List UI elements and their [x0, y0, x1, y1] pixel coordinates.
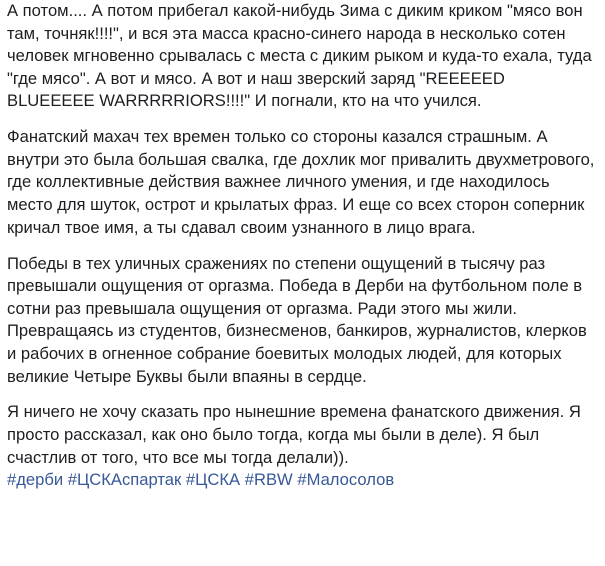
hashtag-derby[interactable]: #дерби: [7, 470, 64, 490]
post-body: [7, 0, 597, 492]
paragraph-3: Победы в тех уличных сражениях по степени ощущений в тысячу раз превышали ощущения от оргазма. Победа в Дерби на футбольном поле в сотни раз превышала ощущения от оргазма. Ради этого мы жили. Превращаясь из студентов, бизнесменов, банкиров, журналистов, клерков и рабочих в огненное собрание боевитых молодых людей, для которых великие Четыре Буквы были впаяны в сердце.: [7, 253, 587, 386]
paragraph-1: А потом.... А потом прибегал какой-нибудь Зима с диким криком "мясо вон там, точняк!!!!", и вся эта масса красно-синего народа в несколько сотен человек мгновенно срывалась с места с диким рыком и куда-то ехала, туда "где мясо". А вот и мясо. А вот и наш зверский заряд "REEEEED BLUEEEEE WARRRRRIORS!!!!" И погнали, кто на что учился.: [7, 1, 592, 111]
hashtag-cskaspartak[interactable]: #ЦСКАспартак: [67, 470, 182, 490]
paragraph-2: Фанатский махач тех времен только со стороны казался страшным. А внутри это была большая свалка, где дохлик мог привалить двухметрового, где коллективные действия важнее личного умения, и где находилось место для шуток, острот и крылатых фраз. И еще со всех сторон соперник кричал твое имя, а ты сдавал своим узнанного в лицо врага.: [7, 127, 595, 237]
paragraph-4-text: Я ничего не хочу сказать про нынешние времена фанатского движения. Я просто рассказал, как оно было тогда, когда мы были в деле). Я был счастлив от того, что все мы тогда делали)).: [7, 402, 581, 467]
hashtag-malosolov[interactable]: #Малосолов: [297, 470, 395, 490]
hashtag-cska[interactable]: #ЦСКА: [185, 470, 241, 490]
hashtag-list: [7, 469, 597, 492]
hashtag-rbw[interactable]: #RBW: [244, 470, 293, 490]
paragraph-4: [7, 401, 597, 491]
